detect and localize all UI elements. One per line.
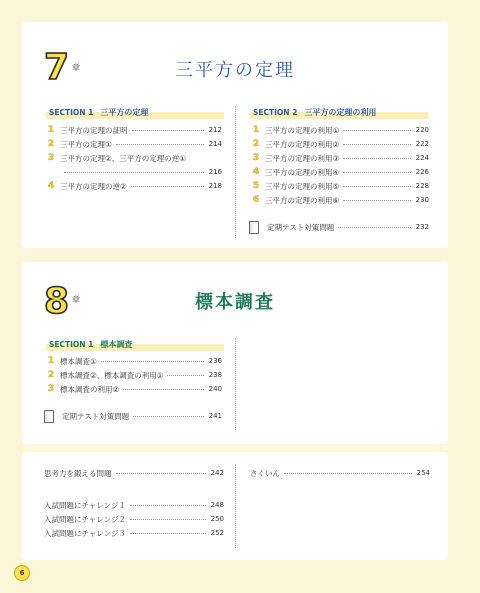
section-header [46,338,224,351]
item-number: 3 [47,384,55,394]
column-divider [235,338,236,430]
leader-dots [284,473,412,474]
toc-row[interactable] [247,137,429,151]
chapter-number: 8 [44,281,70,322]
item-title: 三平方の定理の証明 [60,125,128,135]
chapter-8-card [22,262,448,444]
item-page: 216 [208,168,222,176]
leader-dots [167,375,204,376]
item-number: 2 [47,139,55,149]
item-title: 入試問題にチャレンジ１ [44,500,126,510]
leader-dots [64,172,204,173]
item-number: 3 [47,153,55,163]
toc-row[interactable] [42,123,222,137]
leader-dots [343,172,411,173]
section-title: 三平方の定理 [100,108,149,117]
leader-dots [132,130,205,131]
item-title: 標本調査① [60,356,97,366]
leader-dots [343,200,411,201]
section-label: SECTION 1 [49,108,94,117]
toc-row[interactable] [44,512,224,526]
leader-dots [123,389,204,390]
leader-dots [133,416,204,417]
item-number: 5 [252,181,260,191]
item-page: 248 [210,501,224,509]
item-title: 三平方の定理の利用③ [265,153,340,163]
item-title: 入試問題にチャレンジ３ [44,528,126,538]
toc-row[interactable] [42,151,222,165]
item-page: 228 [415,182,429,190]
item-page: 230 [415,196,429,204]
section-header [46,106,224,119]
toc-row[interactable] [250,466,430,480]
chapter-7-card [22,22,448,248]
chapter-title: 三平方の定理 [175,60,295,81]
item-page: 242 [210,469,224,477]
item-page: 214 [208,140,222,148]
toc-row[interactable] [42,137,222,151]
chapter-number: 7 [44,47,70,88]
test-page: 241 [208,412,222,420]
extras-left-list [44,466,224,540]
item-title: 三平方の定理の利用② [265,139,340,149]
test-title: 定期テスト対策問題 [267,222,335,232]
toc-row[interactable] [247,151,429,165]
item-page: 252 [210,529,224,537]
item-title: 思考力を鍛える問題 [44,468,112,478]
section-title: 三平方の定理の利用 [304,108,377,117]
toc-row[interactable] [44,526,224,540]
item-page: 220 [415,126,429,134]
test-title: 定期テスト対策問題 [62,411,130,421]
item-page: 240 [208,385,222,393]
toc-row[interactable] [247,179,429,193]
leader-dots [343,158,411,159]
item-number: 2 [252,139,260,149]
item-number: 4 [252,167,260,177]
item-page: 254 [416,469,430,477]
toc-row[interactable] [247,193,429,207]
item-page: 212 [208,126,222,134]
item-number: 1 [47,356,55,366]
item-number: 4 [47,181,55,191]
section-list [42,354,222,424]
book-icon [44,410,54,423]
item-page: 218 [208,182,222,190]
section-title: 標本調査 [100,340,133,349]
chapter-title: 標本調査 [195,292,275,313]
section-1-list [42,123,222,193]
item-title: 三平方の定理の利用⑥ [265,195,340,205]
item-page: 250 [210,515,224,523]
leader-dots [130,533,206,534]
item-page: 222 [415,140,429,148]
toc-row[interactable] [44,498,224,512]
item-title: 三平方の定理の利用⑤ [265,181,340,191]
item-page: 224 [415,154,429,162]
item-title: 三平方の定理の利用④ [265,167,340,177]
toc-row-continued[interactable] [42,165,222,179]
page-number-badge: 6 [14,565,30,581]
leader-dots [338,227,411,228]
test-row[interactable] [247,219,429,235]
item-title: 三平方の定理の逆② [60,181,127,191]
chapter-suffix: 章 [72,63,80,72]
item-page: 238 [208,371,222,379]
item-number: 1 [47,125,55,135]
item-title: 入試問題にチャレンジ２ [44,514,126,524]
item-number: 3 [252,153,260,163]
chapter-suffix: 章 [72,295,80,304]
column-divider [235,106,236,238]
item-number: 6 [252,195,260,205]
test-row[interactable] [42,408,222,424]
leader-dots [116,473,207,474]
item-number: 2 [47,370,55,380]
item-title: 三平方の定理②、三平方の定理の逆① [60,153,186,163]
section-header [250,106,428,119]
leader-dots [130,505,206,506]
item-title: 標本調査の利用② [60,384,120,394]
leader-dots [131,186,204,187]
section-label: SECTION 1 [49,340,94,349]
extras-card [22,452,448,560]
item-title: 三平方の定理の利用① [265,125,340,135]
toc-row[interactable] [42,354,222,368]
extras-right-list [250,466,430,480]
test-page: 232 [415,223,429,231]
item-page: 226 [415,168,429,176]
section-2-list [247,123,429,235]
leader-dots [116,144,204,145]
column-divider [235,464,236,548]
leader-dots [130,519,206,520]
leader-dots [343,130,411,131]
item-page: 236 [208,357,222,365]
toc-row[interactable] [42,382,222,396]
leader-dots [343,144,411,145]
toc-row[interactable] [42,368,222,382]
book-icon [249,221,259,234]
item-title: さくいん [250,468,280,478]
toc-row[interactable] [42,179,222,193]
item-title: 三平方の定理① [60,139,112,149]
section-label: SECTION 2 [253,108,298,117]
toc-row[interactable] [247,123,429,137]
leader-dots [343,186,411,187]
leader-dots [101,361,204,362]
item-number: 1 [252,125,260,135]
toc-row[interactable] [247,165,429,179]
item-title: 標本調査②、標本調査の利用① [60,370,164,380]
toc-row[interactable] [44,466,224,480]
